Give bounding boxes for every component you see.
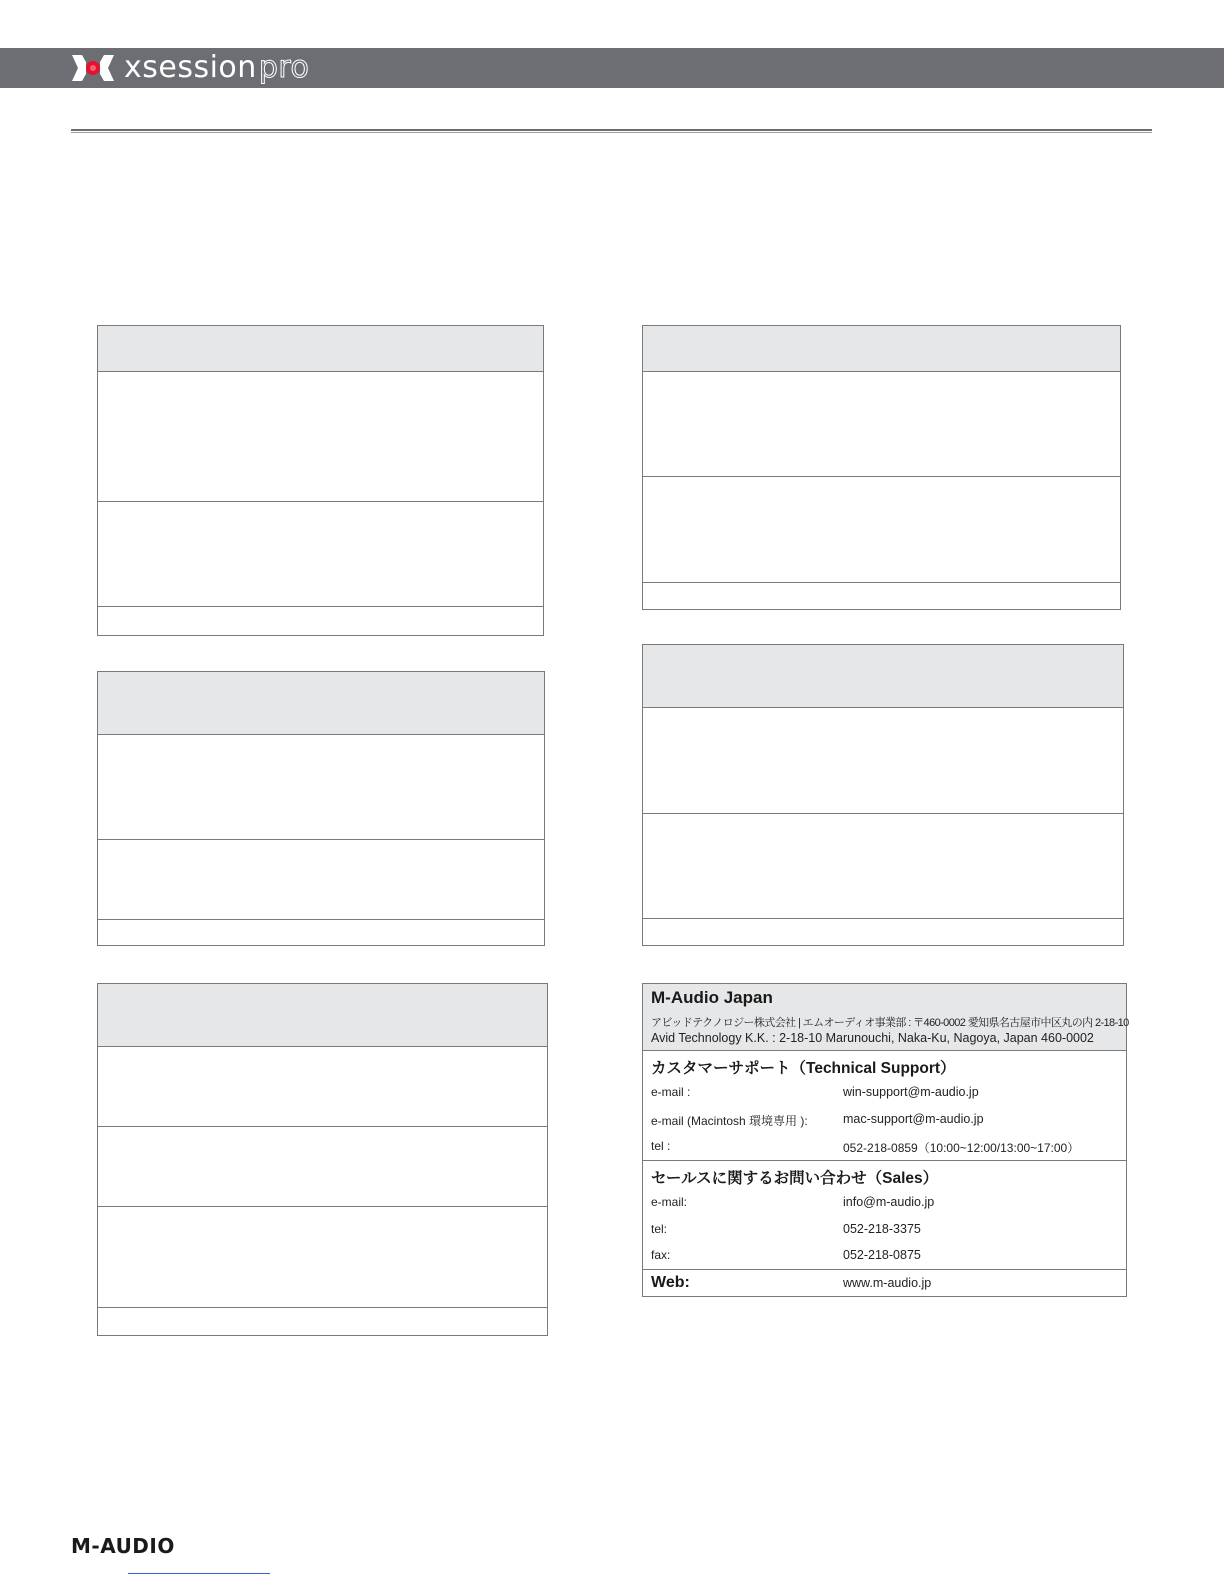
- box-divider: [643, 582, 1120, 583]
- support-mac-email-label: e-mail (Macintosh 環境専用 ):: [651, 1114, 808, 1128]
- box-divider: [98, 501, 543, 502]
- distributor-box-4: [642, 325, 1121, 610]
- box-divider: [98, 1307, 547, 1308]
- contact-divider: [643, 1269, 1126, 1270]
- box-divider: [643, 476, 1120, 477]
- contact-divider: [643, 1160, 1126, 1161]
- sales-heading: セールスに関するお問い合わせ（Sales）: [651, 1170, 939, 1187]
- sales-fax-label: fax:: [651, 1248, 671, 1262]
- m-audio-japan-contact: [642, 983, 1127, 1297]
- box-header: [643, 645, 1123, 708]
- web-value[interactable]: www.m-audio.jp: [843, 1276, 932, 1290]
- web-label: Web:: [651, 1274, 690, 1291]
- xsession-logo-icon: [70, 52, 116, 84]
- support-email-value[interactable]: win-support@m-audio.jp: [843, 1085, 979, 1099]
- footer-link-underline[interactable]: [128, 1573, 270, 1574]
- brand-name: xsessionpro: [124, 50, 310, 85]
- sales-tel-label: tel:: [651, 1222, 668, 1236]
- distributor-box-1: [97, 325, 544, 636]
- sales-tel-value: 052-218-3375: [843, 1222, 921, 1236]
- box-divider: [643, 918, 1123, 919]
- header-rule: [71, 129, 1152, 131]
- brand-logo: [70, 50, 309, 86]
- support-tel-label: tel :: [651, 1139, 671, 1153]
- box-header: [98, 326, 543, 372]
- support-heading: カスタマーサポート（Technical Support）: [651, 1060, 956, 1077]
- support-tel-value: 052-218-0859（10:00~12:00/13:00~17:00）: [843, 1141, 1080, 1155]
- header-rule-thin: [71, 132, 1152, 133]
- address-japanese: アビッドテクノロジー株式会社 | エムオーディオ事業部 : 〒460-0002 愛知県名古屋市中区丸の内 2-18-10: [651, 1017, 1129, 1029]
- box-header: [643, 326, 1120, 372]
- address-english: Avid Technology K.K. : 2-18-10 Marunouchi, Naka-Ku, Nagoya, Japan 460-0002: [651, 1031, 1094, 1045]
- distributor-box-2: [97, 671, 545, 946]
- box-divider: [98, 839, 544, 840]
- box-divider: [643, 813, 1123, 814]
- box-divider: [98, 606, 543, 607]
- box-header: [98, 984, 547, 1047]
- distributor-box-5: [642, 644, 1124, 946]
- brand-suffix: pro: [258, 50, 310, 85]
- support-email-label: e-mail :: [651, 1085, 691, 1099]
- sales-email-label: e-mail:: [651, 1195, 688, 1209]
- contact-header: [643, 984, 1129, 1051]
- sales-fax-value: 052-218-0875: [843, 1248, 921, 1262]
- distributor-box-3: [97, 983, 548, 1336]
- box-divider: [98, 919, 544, 920]
- support-mac-email-value[interactable]: mac-support@m-audio.jp: [843, 1112, 984, 1126]
- box-header: [98, 672, 544, 735]
- sales-email-value[interactable]: info@m-audio.jp: [843, 1195, 935, 1209]
- box-divider: [98, 1206, 547, 1207]
- box-divider: [98, 1126, 547, 1127]
- company-name: M-Audio Japan: [651, 988, 773, 1007]
- m-audio-logo: M-AUDIO: [71, 1534, 175, 1558]
